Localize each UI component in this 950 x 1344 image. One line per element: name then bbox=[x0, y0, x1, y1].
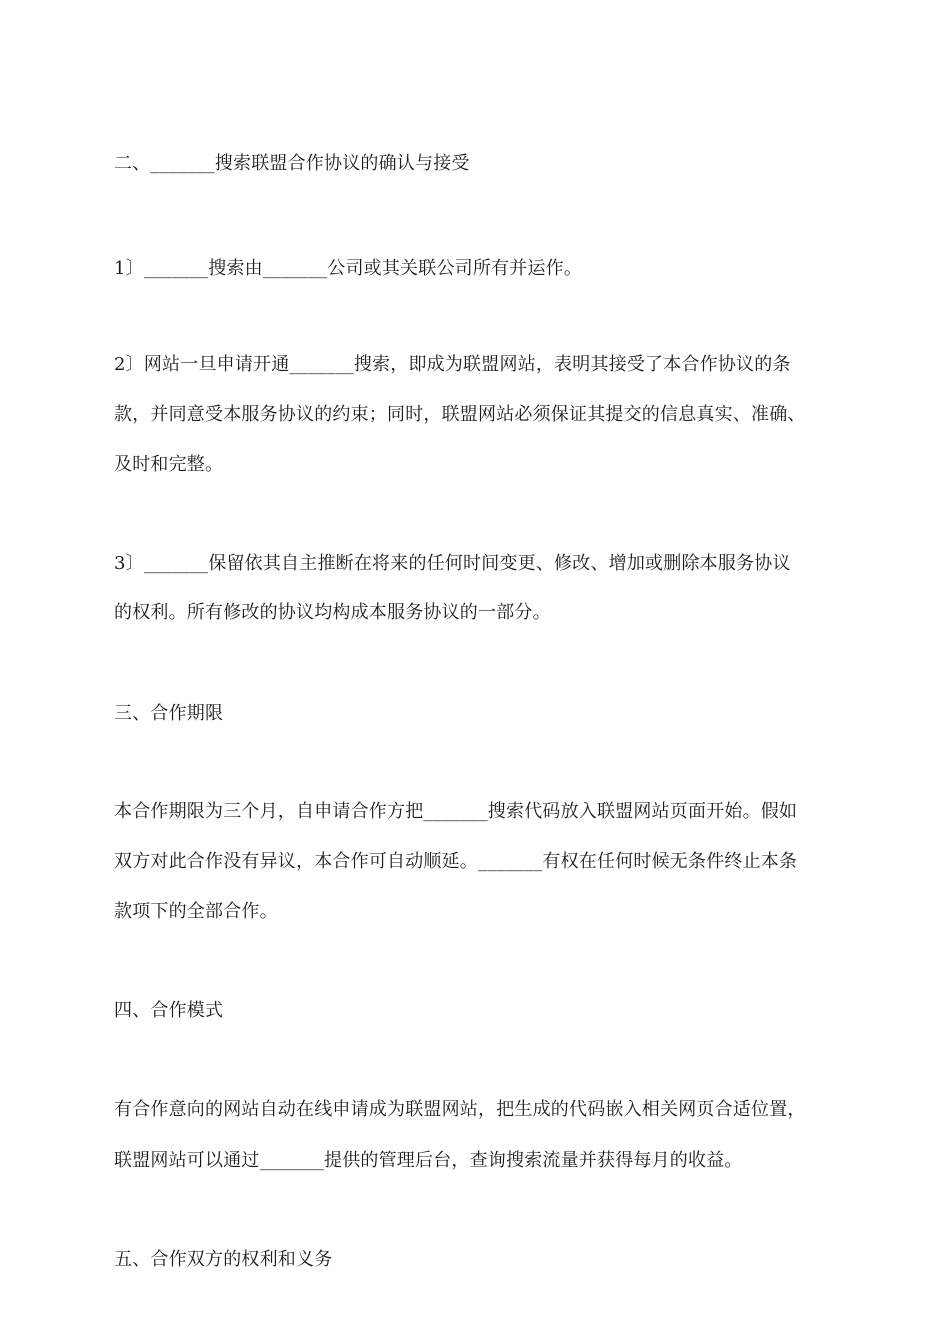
clause-2-line-1: 2〕网站一旦申请开通_______搜索，即成为联盟网站，表明其接受了本合作协议的条 bbox=[114, 354, 791, 375]
section-heading-5: 五、合作双方的权利和义务 bbox=[114, 1249, 333, 1270]
section-heading-4: 四、合作模式 bbox=[114, 1000, 224, 1021]
mode-paragraph-line-2: 联盟网站可以通过_______提供的管理后台，查询搜索流量并获得每月的收益。 bbox=[114, 1150, 743, 1171]
clause-3-line-2: 的权利。所有修改的协议均构成本服务协议的一部分。 bbox=[114, 602, 551, 623]
clause-1: 1〕_______搜索由_______公司或其关联公司所有并运作。 bbox=[114, 258, 583, 279]
clause-3-line-1: 3〕_______保留依其自主推断在将来的任何时间变更、修改、增加或删除本服务协议 bbox=[114, 553, 791, 574]
term-paragraph-line-2: 双方对此合作没有异议，本合作可自动顺延。_______有权在任何时候无条件终止本条 bbox=[114, 851, 798, 872]
term-paragraph-line-1: 本合作期限为三个月，自申请合作方把_______搜索代码放入联盟网站页面开始。假如 bbox=[114, 801, 798, 822]
clause-2-line-2: 款，并同意受本服务协议的约束；同时，联盟网站必须保证其提交的信息真实、准确、 bbox=[114, 404, 806, 425]
mode-paragraph-line-1: 有合作意向的网站自动在线申请成为联盟网站，把生成的代码嵌入相关网页合适位置， bbox=[114, 1099, 806, 1120]
clause-2-line-3: 及时和完整。 bbox=[114, 454, 224, 475]
term-paragraph-line-3: 款项下的全部合作。 bbox=[114, 901, 278, 922]
section-heading-3: 三、合作期限 bbox=[114, 703, 224, 724]
section-heading-2: 二、_______搜索联盟合作协议的确认与接受 bbox=[114, 153, 470, 174]
